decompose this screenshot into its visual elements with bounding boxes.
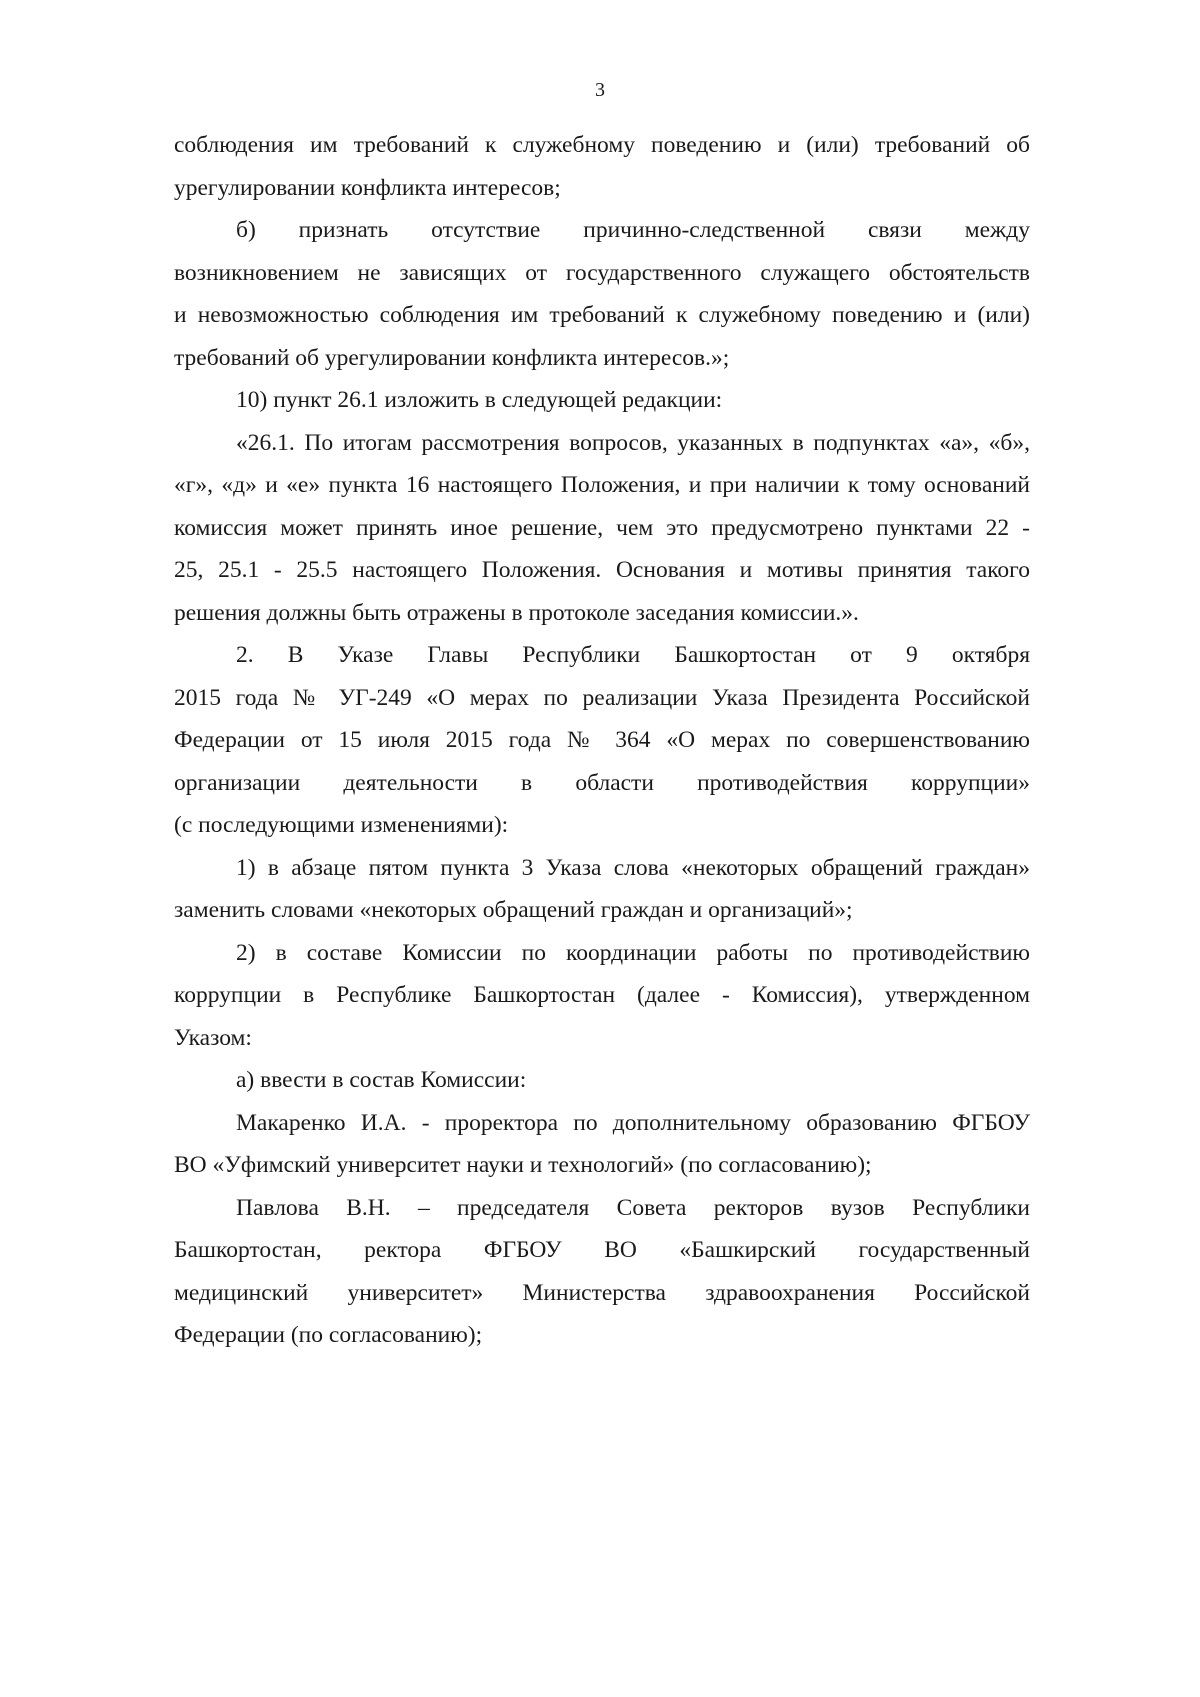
paragraph	[174, 932, 1030, 1060]
text-line: возникновением не зависящих от государственного служащего обстоятельств	[174, 259, 1030, 286]
text-line: ВО «Уфимский университет науки и технологий» (по согласованию);	[174, 1152, 872, 1178]
text-line: соблюдения им требований к служебному поведению и (или) требований об	[174, 132, 1030, 158]
text-line: Макаренко И.А. - проректора по дополнительному образованию ФГБОУ	[236, 1109, 1030, 1136]
paragraph	[174, 1102, 1030, 1187]
page-number: 3	[595, 79, 605, 101]
text-line: «г», «д» и «е» пункта 16 настоящего Положения, и при наличии к тому оснований	[174, 472, 1030, 498]
text-line: Павлова В.Н. – председателя Совета ректоров вузов Республики	[236, 1194, 1030, 1221]
paragraph	[174, 1187, 1030, 1357]
text-line: «26.1. По итогам рассмотрения вопросов, указанных в подпунктах «а», «б»,	[236, 429, 1030, 456]
text-line: 10) пункт 26.1 изложить в следующей редакции:	[236, 387, 723, 413]
text-line: 25, 25.1 - 25.5 настоящего Положения. Основания и мотивы принятия такого	[174, 557, 1030, 583]
text-line: медицинский университет» Министерства здравоохранения Российской	[174, 1279, 1030, 1306]
paragraph	[174, 379, 1030, 422]
text-line: заменить словами «некоторых обращений граждан и организаций»;	[174, 897, 853, 923]
text-line: Указом:	[174, 1024, 252, 1051]
text-line: решения должны быть отражены в протоколе заседания комиссии.».	[174, 599, 859, 626]
paragraph	[174, 1059, 1030, 1102]
text-line: 2015 года № УГ-249 «О мерах по реализации Указа Президента Российской	[174, 684, 1030, 711]
paragraph	[174, 124, 1030, 209]
text-line: Федерации от 15 июля 2015 года № 364 «О мерах по совершенствованию	[174, 727, 1030, 753]
text-line: 1) в абзаце пятом пункта 3 Указа слова «некоторых обращений граждан»	[236, 854, 1030, 881]
paragraph	[174, 422, 1030, 635]
text-line: требований об урегулировании конфликта интересов.»;	[174, 344, 730, 371]
text-line: (с последующими изменениями):	[174, 812, 509, 838]
text-line: Башкортостан, ректора ФГБОУ ВО «Башкирский государственный	[174, 1237, 1030, 1263]
paragraph	[174, 847, 1030, 932]
paragraph	[174, 634, 1030, 847]
text-line: 2) в составе Комиссии по координации работы по противодействию	[236, 939, 1030, 966]
document-body	[174, 124, 1030, 1357]
text-line: урегулировании конфликта интересов;	[174, 174, 561, 201]
text-line: а) ввести в состав Комиссии:	[236, 1067, 527, 1093]
text-line: комиссия может принять иное решение, чем это предусмотрено пунктами 22 -	[174, 514, 1030, 541]
text-line: б) признать отсутствие причинно-следственной связи между	[236, 217, 1030, 243]
text-line: Федерации (по согласованию);	[174, 1322, 483, 1348]
text-line: и невозможностью соблюдения им требований к служебному поведению и (или)	[174, 302, 1030, 328]
text-line: организации деятельности в области противодействия коррупции»	[174, 769, 1030, 796]
paragraph	[174, 209, 1030, 379]
text-line: 2. В Указе Главы Республики Башкортостан от 9 октября	[236, 642, 1030, 668]
text-line: коррупции в Республике Башкортостан (далее - Комиссия), утвержденном	[174, 982, 1030, 1008]
